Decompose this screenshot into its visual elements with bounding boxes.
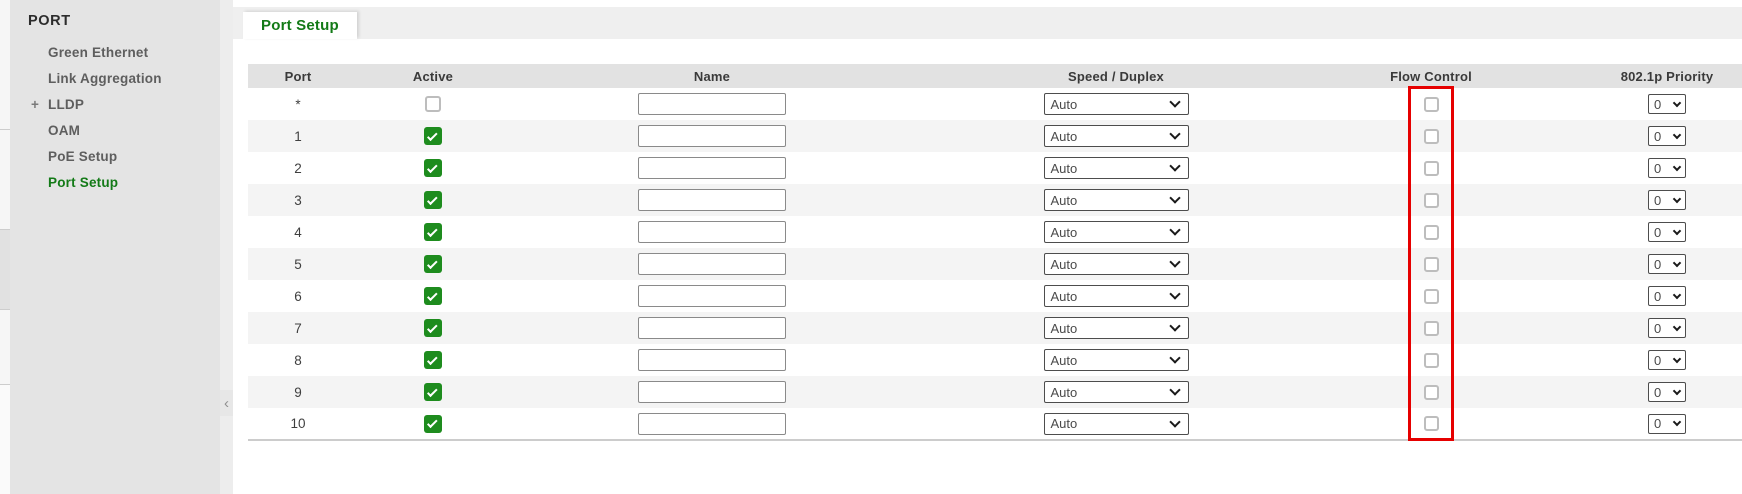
port-label: 5	[294, 256, 302, 272]
priority-select[interactable]	[1648, 286, 1686, 306]
check-icon	[427, 130, 438, 141]
sidebar-collapse-strip	[220, 0, 233, 494]
check-icon	[427, 194, 438, 205]
select-value: 0	[1654, 288, 1662, 304]
port-cell	[248, 184, 348, 216]
active-cell	[348, 184, 518, 216]
active-cell	[348, 376, 518, 408]
speed-duplex-select[interactable]	[1044, 93, 1189, 115]
port-name-input[interactable]	[638, 253, 786, 275]
select-value: Auto	[1050, 384, 1078, 400]
check-icon	[427, 162, 438, 173]
name-cell	[518, 344, 906, 376]
port-name-input[interactable]	[638, 381, 786, 403]
check-icon	[427, 354, 438, 365]
flow-control-checkbox[interactable]	[1424, 289, 1439, 304]
sidebar-collapse-button[interactable]	[220, 390, 233, 416]
port-label: 4	[294, 224, 302, 240]
priority-select[interactable]	[1648, 94, 1686, 114]
edge-segment	[0, 310, 10, 385]
select-value: Auto	[1050, 224, 1078, 240]
flow-control-checkbox[interactable]	[1424, 161, 1439, 176]
check-icon	[427, 417, 438, 428]
port-label: 6	[294, 288, 302, 304]
select-value: Auto	[1050, 320, 1078, 336]
table-row-port-4	[248, 216, 1742, 248]
chevron-down-icon	[1169, 224, 1180, 235]
port-cell	[248, 120, 348, 152]
sidebar-item-list	[10, 40, 220, 196]
port-table	[248, 64, 1742, 441]
name-cell	[518, 280, 906, 312]
port-cell	[248, 408, 348, 440]
speed-duplex-select[interactable]	[1044, 189, 1189, 211]
flow-control-checkbox[interactable]	[1424, 353, 1439, 368]
priority-cell	[1536, 376, 1742, 408]
priority-cell	[1536, 344, 1742, 376]
port-cell	[248, 376, 348, 408]
select-value: 0	[1654, 128, 1662, 144]
port-label: *	[295, 96, 301, 112]
chevron-down-icon	[1169, 256, 1180, 267]
chevron-down-icon	[1673, 418, 1681, 426]
port-name-input[interactable]	[638, 413, 786, 435]
chevron-down-icon	[1169, 416, 1180, 427]
flow-control-cell	[1326, 216, 1536, 248]
speed-duplex-cell	[906, 216, 1326, 248]
chevron-down-icon	[1673, 194, 1681, 202]
port-label: 3	[294, 192, 302, 208]
active-checkbox[interactable]	[424, 287, 442, 305]
table-row-port-	[248, 88, 1742, 120]
port-label: 2	[294, 160, 302, 176]
select-value: Auto	[1050, 96, 1078, 112]
chevron-down-icon	[1169, 128, 1180, 139]
port-name-input[interactable]	[638, 349, 786, 371]
active-cell	[348, 344, 518, 376]
sidebar-item-oam[interactable]	[10, 118, 220, 144]
check-icon	[427, 322, 438, 333]
active-checkbox[interactable]	[424, 159, 442, 177]
priority-select[interactable]	[1648, 126, 1686, 146]
select-value: Auto	[1050, 416, 1078, 431]
priority-cell	[1536, 152, 1742, 184]
column-header-802-1p-priority: 802.1p Priority	[1536, 64, 1742, 88]
flow-control-cell	[1326, 152, 1536, 184]
priority-select[interactable]	[1648, 350, 1686, 370]
port-setup-table	[248, 64, 1742, 441]
chevron-down-icon	[1169, 288, 1180, 299]
check-icon	[427, 226, 438, 237]
speed-duplex-cell	[906, 152, 1326, 184]
flow-control-checkbox[interactable]	[1424, 385, 1439, 400]
active-cell	[348, 312, 518, 344]
content-area	[233, 0, 1742, 494]
flow-control-checkbox[interactable]	[1424, 257, 1439, 272]
speed-duplex-select[interactable]	[1044, 253, 1189, 275]
speed-duplex-cell	[906, 376, 1326, 408]
active-checkbox[interactable]	[424, 351, 442, 369]
check-icon	[427, 386, 438, 397]
table-row-port-3	[248, 184, 1742, 216]
table-header-row	[248, 64, 1742, 88]
port-cell	[248, 248, 348, 280]
port-label: 10	[290, 416, 306, 431]
edge-segment	[0, 385, 10, 494]
flow-control-checkbox[interactable]	[1424, 416, 1439, 431]
edge-segment	[0, 0, 10, 130]
priority-select[interactable]	[1648, 382, 1686, 402]
chevron-down-icon	[1673, 290, 1681, 298]
port-cell	[248, 152, 348, 184]
select-value: Auto	[1050, 352, 1078, 368]
edge-segment	[0, 130, 10, 230]
speed-duplex-cell	[906, 408, 1326, 440]
speed-duplex-select[interactable]	[1044, 157, 1189, 179]
chevron-down-icon	[1169, 96, 1180, 107]
priority-select[interactable]	[1648, 414, 1686, 434]
sidebar-item-label: OAM	[48, 123, 81, 138]
name-cell	[518, 88, 906, 120]
speed-duplex-select[interactable]	[1044, 221, 1189, 243]
chevron-down-icon	[1169, 192, 1180, 203]
priority-cell	[1536, 120, 1742, 152]
select-value: Auto	[1050, 288, 1078, 304]
port-cell	[248, 312, 348, 344]
sidebar-item-link-aggregation[interactable]	[10, 66, 220, 92]
sidebar-item-label: Green Ethernet	[48, 45, 149, 60]
flow-control-cell	[1326, 88, 1536, 120]
check-icon	[427, 258, 438, 269]
left-edge-strip	[0, 0, 10, 494]
priority-select[interactable]	[1648, 190, 1686, 210]
active-checkbox[interactable]	[424, 127, 442, 145]
select-value: 0	[1654, 256, 1662, 272]
select-value: 0	[1654, 352, 1662, 368]
speed-duplex-select[interactable]	[1044, 125, 1189, 147]
select-value: 0	[1654, 96, 1662, 112]
select-value: Auto	[1050, 128, 1078, 144]
table-row-port-7	[248, 312, 1742, 344]
active-cell	[348, 152, 518, 184]
sidebar-item-label: Link Aggregation	[48, 71, 162, 86]
port-name-input[interactable]	[638, 189, 786, 211]
flow-control-cell	[1326, 312, 1536, 344]
speed-duplex-cell	[906, 312, 1326, 344]
name-cell	[518, 312, 906, 344]
active-checkbox[interactable]	[424, 415, 442, 433]
name-cell	[518, 408, 906, 440]
select-value: Auto	[1050, 192, 1078, 208]
port-cell	[248, 344, 348, 376]
active-checkbox[interactable]	[424, 383, 442, 401]
active-checkbox[interactable]	[424, 191, 442, 209]
flow-control-checkbox[interactable]	[1424, 225, 1439, 240]
sidebar-item-label: Port Setup	[48, 175, 119, 190]
flow-control-cell	[1326, 184, 1536, 216]
chevron-down-icon	[1673, 226, 1681, 234]
chevron-left-icon: ‹	[224, 394, 229, 412]
priority-select[interactable]	[1648, 318, 1686, 338]
speed-duplex-cell	[906, 280, 1326, 312]
chevron-down-icon	[1169, 320, 1180, 331]
active-checkbox[interactable]	[424, 255, 442, 273]
speed-duplex-cell	[906, 184, 1326, 216]
flow-control-cell	[1326, 376, 1536, 408]
name-cell	[518, 120, 906, 152]
port-cell	[248, 88, 348, 120]
active-checkbox[interactable]	[424, 319, 442, 337]
table-row-port-2	[248, 152, 1742, 184]
speed-duplex-select[interactable]	[1044, 349, 1189, 371]
select-value: 0	[1654, 224, 1662, 240]
sidebar-item-port-setup[interactable]	[10, 170, 220, 196]
active-cell	[348, 120, 518, 152]
select-value: 0	[1654, 320, 1662, 336]
tab-bar	[233, 7, 1742, 39]
expand-plus-icon[interactable]: +	[30, 97, 40, 112]
chevron-down-icon	[1673, 354, 1681, 362]
speed-duplex-select[interactable]	[1044, 317, 1189, 339]
flow-control-cell	[1326, 408, 1536, 440]
priority-cell	[1536, 88, 1742, 120]
active-cell	[348, 88, 518, 120]
column-header-name: Name	[518, 64, 906, 88]
priority-cell	[1536, 216, 1742, 248]
port-name-input[interactable]	[638, 93, 786, 115]
port-name-input[interactable]	[638, 317, 786, 339]
chevron-down-icon	[1673, 258, 1681, 266]
name-cell	[518, 376, 906, 408]
column-header-speed-duplex: Speed / Duplex	[906, 64, 1326, 88]
table-row-port-1	[248, 120, 1742, 152]
chevron-down-icon	[1673, 386, 1681, 394]
priority-select[interactable]	[1648, 254, 1686, 274]
select-value: Auto	[1050, 160, 1078, 176]
port-name-input[interactable]	[638, 125, 786, 147]
active-checkbox[interactable]	[425, 96, 441, 112]
name-cell	[518, 152, 906, 184]
port-label: 1	[294, 128, 302, 144]
flow-control-checkbox[interactable]	[1424, 129, 1439, 144]
select-value: 0	[1654, 192, 1662, 208]
column-header-active: Active	[348, 64, 518, 88]
chevron-down-icon	[1673, 162, 1681, 170]
port-label: 7	[294, 320, 302, 336]
priority-cell	[1536, 408, 1742, 440]
port-cell	[248, 216, 348, 248]
chevron-down-icon	[1673, 98, 1681, 106]
flow-control-checkbox[interactable]	[1424, 97, 1439, 112]
active-cell	[348, 408, 518, 440]
priority-select[interactable]	[1648, 158, 1686, 178]
chevron-down-icon	[1673, 322, 1681, 330]
tab-port-setup[interactable]	[243, 12, 357, 39]
port-name-input[interactable]	[638, 157, 786, 179]
sidebar-item-lldp[interactable]	[10, 92, 220, 118]
active-cell	[348, 248, 518, 280]
name-cell	[518, 184, 906, 216]
column-header-flow-control: Flow Control	[1326, 64, 1536, 88]
sidebar-item-poe-setup[interactable]	[10, 144, 220, 170]
flow-control-checkbox[interactable]	[1424, 321, 1439, 336]
speed-duplex-cell	[906, 248, 1326, 280]
priority-cell	[1536, 312, 1742, 344]
speed-duplex-select[interactable]	[1044, 413, 1189, 435]
flow-control-cell	[1326, 248, 1536, 280]
select-value: 0	[1654, 416, 1662, 431]
table-row-port-5	[248, 248, 1742, 280]
active-cell	[348, 280, 518, 312]
port-cell	[248, 280, 348, 312]
speed-duplex-cell	[906, 88, 1326, 120]
select-value: 0	[1654, 160, 1662, 176]
table-row-port-6	[248, 280, 1742, 312]
chevron-down-icon	[1169, 384, 1180, 395]
sidebar-item-label: PoE Setup	[48, 149, 118, 164]
port-name-input[interactable]	[638, 221, 786, 243]
chevron-down-icon	[1673, 130, 1681, 138]
flow-control-cell	[1326, 120, 1536, 152]
column-header-port: Port	[248, 64, 348, 88]
select-value: 0	[1654, 384, 1662, 400]
priority-cell	[1536, 280, 1742, 312]
select-value: Auto	[1050, 256, 1078, 272]
port-name-input[interactable]	[638, 285, 786, 307]
speed-duplex-cell	[906, 120, 1326, 152]
active-checkbox[interactable]	[424, 223, 442, 241]
name-cell	[518, 248, 906, 280]
flow-control-cell	[1326, 280, 1536, 312]
priority-select[interactable]	[1648, 222, 1686, 242]
speed-duplex-select[interactable]	[1044, 381, 1189, 403]
table-row-port-9	[248, 376, 1742, 408]
speed-duplex-cell	[906, 344, 1326, 376]
flow-control-cell	[1326, 344, 1536, 376]
speed-duplex-select[interactable]	[1044, 285, 1189, 307]
priority-cell	[1536, 184, 1742, 216]
sidebar-section-title: PORT	[28, 13, 71, 29]
sidebar-item-label: LLDP	[48, 97, 85, 112]
active-cell	[348, 216, 518, 248]
tab-label: Port Setup	[261, 17, 339, 34]
chevron-down-icon	[1169, 160, 1180, 171]
flow-control-checkbox[interactable]	[1424, 193, 1439, 208]
port-label: 9	[294, 384, 302, 400]
check-icon	[427, 290, 438, 301]
priority-cell	[1536, 248, 1742, 280]
port-label: 8	[294, 352, 302, 368]
edge-segment	[0, 230, 10, 310]
name-cell	[518, 216, 906, 248]
table-row-port-8	[248, 344, 1742, 376]
sidebar	[10, 0, 220, 494]
table-row-port-10	[248, 408, 1742, 440]
chevron-down-icon	[1169, 352, 1180, 363]
sidebar-item-green-ethernet[interactable]	[10, 40, 220, 66]
